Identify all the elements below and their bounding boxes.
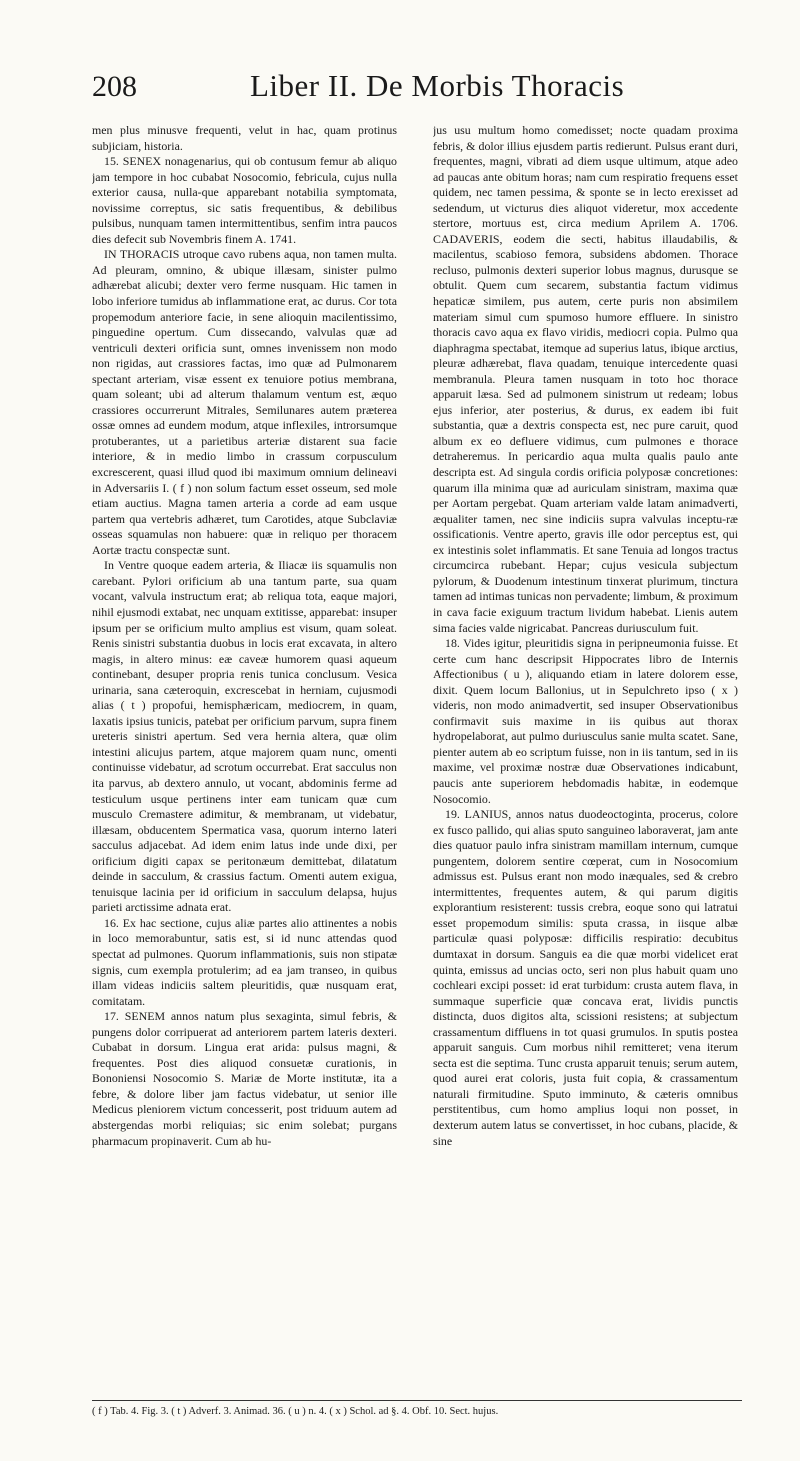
page-number: 208: [92, 70, 137, 103]
paragraph: IN THORACIS utroque cavo rubens aqua, non tamen multa. Ad pleuram, omnino, & ubique illæsam, sinister pulmo adhærebat alicubi; dexter vero ferme nusquam. Hic tamen in lobo inferiore tumidus ab inflammatione erat, ac durus. Cor tota propemodum anteriore facie, in sene alioquin macilentissimo, pinguedine opertum. Cum dissecando, valvulas quæ ad ventriculi dexteri orificia sunt, omnes invenissem non modo non rigidas, aut crassiores factas, imo quæ ad Pulmonarem spectant arteriam, visæ essent ex tenuiore potius membrana, quam soleant; ubi ad alterum thalamum ventum est, æquo crassiores occurrerunt Mitrales, Semilunares autem præterea ossæ omnes ad eundem modum, atque inflexiles, introrsumque protuberantes, ut a parietibus arteriæ distarent sua facie interiore, & in medio limbo in crassum corpusculum excrescerent, quasi illud quod ibi maximum omnium delineavi in Adversariis I. ( f ) non solum factum esset osseum, sed mole etiam auctius. Magna tamen arteria a corde ad eam usque partem qua vertebris adhæret, tum Carotides, atque Subclaviæ osseas squamulas non habuere: quæ in reliquo per thoracem Aortæ tractu conspectæ sunt.: [92, 247, 397, 557]
running-header: [92, 70, 738, 112]
paragraph: 15. SENEX nonagenarius, qui ob contusum femur ab aliquo jam tempore in hoc cubabat Nosocomio, febricula, cujus nulla exterior causa, nulla-que apparebant notabilia symptomata, novissime correptus, sic satis frequentibus, & debilibus pulsibus, nunquam tamen intermittentibus, senfim intra paucos dies defecit sub Novembris finem A. 1741.: [92, 154, 397, 246]
paragraph: 18. Vides igitur, pleuritidis signa in peripneumonia fuisse. Et certe cum hanc descripsit Hippocrates libro de Internis Affectionibus ( u ), aliquando etiam in latere dolorem esse, dixit. Quem locum Ballonius, ut in Sepulchreto ipso ( x ) videris, non modo animadvertit, sed insuper Observationibus confirmavit suis maxime in iis quibus aut thorax hydropelaborat, aut pulmo duriusculus sanie multa scatet. Sane, pienter autem ab eo scriptum fuisse, non in iis tantum, sed in iis maxime, vel proximæ nostræ duæ Observationes indicabunt, paucis ante superiorem hebdomadis habitæ, in eodemque Nosocomio.: [433, 636, 738, 806]
page-title: Liber II. De Morbis Thoracis: [250, 68, 625, 103]
paragraph: jus usu multum homo comedisset; nocte quadam proxima febris, & dolor illius ejusdem partis redierunt. Pulsus erant duri, frequentes, magni, vibrati ad diem usque ultimum, atque adeo ad paucas ante obitum horas; nam cum respiratio frequens esset quidem, nec tamen pessima, & sponte se in lecto erexisset ad sedendum, ut victurus dies aliquot videretur, mox accedente stertore, mortuus est, circa medium Aprilem A. 1706. CADAVERIS, eodem die secti, habitus illaudabilis, & macilentus, scabioso femora, subsidens abdomen. Thorace recluso, pulmonis dexteri superior lobus magnus, durusque se obtulit. Quem cum secarem, substantia factum vidimus hepaticæ similem, pus autem, certe puris non absimilem materiam simul cum spumoso humore effluere. In sinistro thoracis cavo aqua ex flavo viridis, mediocri copia. Pulmo qua diaphragma spectabat, itemque ad superius latus, ibique arctius, pleuræ adhærebat, flava quadam, tenuique intercedente quasi membranula. Pleura tamen nusquam in toto hoc thorace apparuit læsa. Sed ad pulmonem sinistrum ut redeam; lobus ejus inferior, ater posterius, & durus, ex eadem ibi fuit substantia, quæ a dextris conspecta est, nec pure caruit, quod album ex eo defluere vidimus, cum pulmones e thorace detraheremus. In pericardio aqua multa qualis paulo ante descripta est. Ad singula cordis orificia polyposæ concretiones: quarum illa minima quæ ad auriculam sinistram, maxima quæ per Aortam pergebat. Quam arteriam valde latam animadverti, æqualiter tamen, nec sine indiciis supra valvulas inceptu-ræ ossificationis. Ventre aperto, gravis ille odor perceptus est, qui ex intestinis solet inflammatis. Et sane Tenuia ad longos tractus circumcirca rubebant. Hepar; cujus vesicula subjectum pylorum, & Duodenum intestinum tinxerat plurimum, tinctura tamen ad intimas tunicas non pervadente; limbum, & proximum in cava facie exiguum tractum lividum habebat. Lienis autem sima facies valde nigricabat. Pancreas duriusculum fuit.: [433, 123, 738, 635]
paragraph: 19. LANIUS, annos natus duodeoctoginta, procerus, colore ex fusco pallido, qui alias sputo sanguineo laboraverat, jam ante dies quatuor paulo infra sinistram mamillam internum, cumque pungentem, dolorem sentire cœperat, cum in Nosocomium admissus est. Pulsus erant non modo inæquales, sed & crebro intermittentes, frequentes autem, & qui parum digitis explorantium resisterent: tussis crebra, eoque sono qui latratui esset propemodum similis: sputa crassa, in iisque albæ particulæ quasi polyposæ: difficilis respiratio: decubitus dumtaxat in dorsum. Sanguis ea die quæ morbi videlicet erat quinta, emissus ad uncias octo, seri non plus habuit quam uno cochleari excipi posset: id erat turbidum: crusta autem flava, in summaque superficie quæ concava erat, lividis punctis distincta, duos digitos alta, scissioni resistens; at subjectum crassamentum diffluens in tot quasi grumulos. In sputis postea apparuit sanguis. Cum morbus nihil remitteret; vena iterum secta est die septima. Tunc crusta apparuit tenuis; serum autem, quod aurei erat coloris, justa fuit copia, & crassamentum naturali firmitudine. Sputo imminuto, & cæteris omnibus perstitentibus, cum homo amplius loqui non posset, in dexterum autem latus se convertisset, in hoc cubans, placide, & sine: [433, 807, 738, 1148]
footnote-divider: [92, 1400, 742, 1401]
right-column: [433, 123, 738, 1398]
paragraph: 17. SENEM annos natum plus sexaginta, simul febris, & pungens dolor corripuerat ad anteriorem partem lateris dexteri. Cubabat in dorsum. Lingua erat arida: pulsus magni, & frequentes. Post dies aliquod consuetæ curationis, in Bononiensi Nosocomio S. Mariæ de Morte institutæ, ita a febre, & dolore liber jam factus videbatur, ut senior ille Medicus pleniorem victum concesserit, post triduum autem ad abstergendas morbi reliquias; sic enim solebat; purgans pharmacum propinaverit. Cum ab hu-: [92, 1009, 397, 1148]
left-column: [92, 123, 397, 1398]
paragraph: men plus minusve frequenti, velut in hac, quam protinus subjiciam, historia.: [92, 123, 397, 153]
paragraph: In Ventre quoque eadem arteria, & Iliacæ iis squamulis non carebant. Pylori orificium ab una tantum parte, sua quam vocant, valvula instructum erat; ab reliqua tota, eaque majori, nihil ejusmodi extabat, nec unquam extitisse, apparebat: insuper ipsum per se orificium multo amplius est visum, quam soleat. Renis sinistri substantia duobus in locis erat excavata, in altero magis, in altero minus: eæ caveæ humorem quasi aqueum continebant, desuper propria renis tunica conclusum. Vesica urinaria, sana cæteroquin, excrescebat in herniam, cujusmodi alias ( t ) propofui, hemisphæricam, mediocrem, in quam, laxatis ipsius tunicis, patebat per orificium parvum, supra finem ureteris sinistri apertum. Sed vera hernia altera, quæ olim intestini alicujus partem, atque majorem quam nunc, omenti continuisse videbatur, ad scrotum occurrebat. Erat sacculus non ita parvus, ab dextero annulo, ut vocant, abdominis ferme ad testiculum usque pertinens inter eam tunicam quæ cum musculo Cremastere adimitur, & membranam, ut videbatur, illæsam, obducentem Spermatica vasa, quorum interno lateri sacculus adjacebat. Ad idem enim latus inde unde dixi, per orificium digiti capax se peritonæum demittebat, dilatatum deinde in sacculum, & crassius factum. Omenti autem exigua, tenuisque lacinia per id orificium in sacculum delapsa, hujus parieti arctissime adnata erat.: [92, 558, 397, 915]
paragraph: 16. Ex hac sectione, cujus aliæ partes alio attinentes a nobis in loco memorabuntur, satis est, si id nunc attendas quod spectat ad pulmones. Quorum inflammationis, suis non stipatæ signis, cum exempla protulerim; ad ea jam transeo, in quibus illam videas indiciis saltem pleuritidis, quæ nusquam erat, comitatam.: [92, 915, 397, 1008]
footnotes: ( f ) Tab. 4. Fig. 3. ( t ) Adverf. 3. Animad. 36. ( u ) n. 4. ( x ) Schol. ad §. 4. Obf. 10. Sect. hujus.: [92, 1406, 499, 1417]
